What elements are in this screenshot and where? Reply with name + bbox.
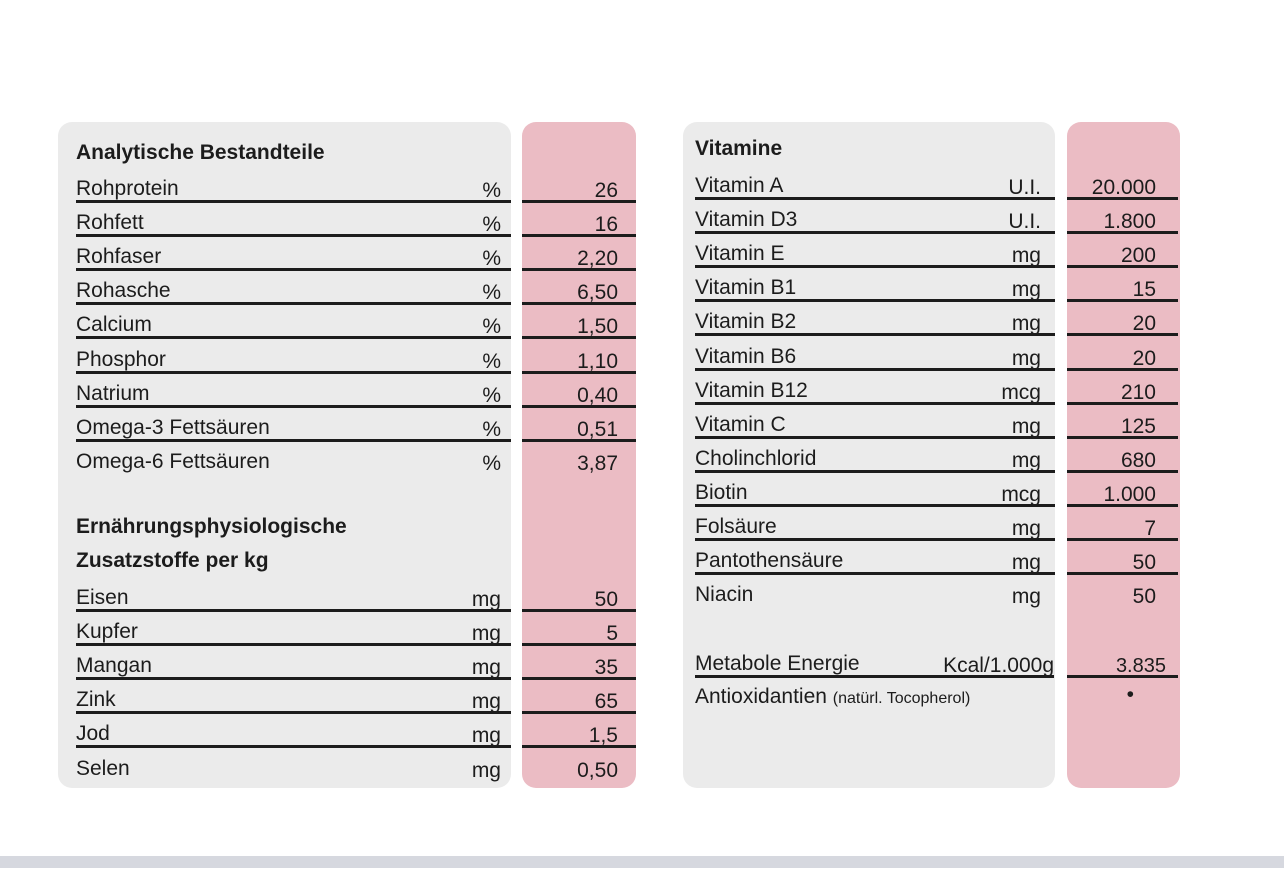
row-value: 200 bbox=[1120, 244, 1156, 268]
row-label bbox=[76, 376, 511, 408]
row-value: 1,10 bbox=[577, 349, 618, 373]
row-value: 1,50 bbox=[577, 315, 618, 339]
row-value: 50 bbox=[594, 588, 618, 611]
row-label bbox=[695, 236, 1055, 268]
row-value-cell bbox=[522, 614, 636, 646]
energy-value: 3.835 bbox=[1115, 655, 1166, 677]
row-label bbox=[76, 580, 511, 612]
bottom-bar bbox=[0, 856, 1284, 868]
row-unit: mg bbox=[471, 724, 501, 748]
row-name: Zink bbox=[76, 688, 116, 712]
row-label bbox=[695, 373, 1055, 405]
row-unit: U.I. bbox=[1008, 176, 1041, 199]
row-unit: % bbox=[482, 281, 501, 305]
row-unit: mg bbox=[1011, 585, 1041, 609]
row-value-cell bbox=[522, 239, 636, 271]
row-label bbox=[76, 205, 511, 237]
row-value: 7 bbox=[1144, 517, 1156, 540]
row-value-cell bbox=[522, 376, 636, 408]
row-name: Eisen bbox=[76, 586, 129, 609]
row-label bbox=[76, 342, 511, 374]
additives-heading-line1: Ernährungsphysiologische bbox=[76, 515, 347, 538]
row-unit: % bbox=[482, 349, 501, 373]
row-value: 125 bbox=[1120, 414, 1156, 438]
row-name: Vitamin B6 bbox=[695, 344, 797, 368]
row-label bbox=[76, 614, 511, 646]
row-unit: % bbox=[482, 315, 501, 339]
row-value: 0,51 bbox=[577, 417, 618, 441]
row-value: 20 bbox=[1132, 312, 1156, 336]
row-value: 1.800 bbox=[1103, 210, 1156, 234]
row-unit: mg bbox=[471, 588, 501, 611]
row-label bbox=[76, 682, 511, 714]
row-unit: mg bbox=[471, 758, 501, 782]
row-unit: mcg bbox=[1001, 482, 1041, 506]
row-name: Vitamin D3 bbox=[695, 208, 798, 232]
row-unit: % bbox=[482, 383, 501, 407]
row-value-cell bbox=[522, 682, 636, 714]
row-name: Rohfaser bbox=[76, 245, 162, 269]
energy-label-row bbox=[695, 646, 1054, 678]
row-name: Selen bbox=[76, 756, 130, 780]
row-unit: % bbox=[482, 247, 501, 271]
row-name: Folsäure bbox=[695, 515, 777, 538]
row-value-cell bbox=[522, 648, 636, 680]
antioxidants-label-row bbox=[695, 679, 1055, 711]
row-name: Vitamin A bbox=[695, 174, 784, 197]
row-name: Vitamin E bbox=[695, 242, 785, 266]
row-name: Natrium bbox=[76, 381, 150, 405]
row-unit: mg bbox=[471, 622, 501, 646]
row-value: 1,5 bbox=[588, 724, 618, 748]
energy-value-row bbox=[1067, 646, 1178, 678]
row-value-cell bbox=[1067, 475, 1178, 507]
row-name: Jod bbox=[76, 722, 110, 746]
row-unit: mg bbox=[1011, 414, 1041, 438]
vitamins-heading: Vitamine bbox=[695, 137, 783, 160]
energy-name: Metabole Energie bbox=[695, 652, 860, 675]
row-value-cell bbox=[522, 444, 636, 476]
row-unit: mcg bbox=[1001, 380, 1041, 404]
row-unit: mg bbox=[1011, 346, 1041, 370]
row-name: Vitamin C bbox=[695, 412, 786, 436]
row-value: 0,40 bbox=[577, 383, 618, 407]
row-unit: % bbox=[482, 417, 501, 441]
row-value-cell bbox=[1067, 236, 1178, 268]
row-label bbox=[76, 444, 511, 476]
row-unit: mg bbox=[1011, 517, 1041, 540]
row-name: Omega-6 Fettsäuren bbox=[76, 449, 270, 473]
row-value-cell bbox=[1067, 168, 1178, 200]
row-label bbox=[695, 543, 1055, 575]
row-name: Biotin bbox=[695, 480, 748, 504]
row-value-cell bbox=[1067, 441, 1178, 473]
row-label bbox=[695, 509, 1055, 541]
row-value: 210 bbox=[1120, 380, 1156, 404]
row-value-cell bbox=[1067, 543, 1178, 575]
row-value-cell bbox=[1067, 304, 1178, 336]
row-value-cell bbox=[522, 171, 636, 203]
row-name: Rohprotein bbox=[76, 177, 179, 200]
row-unit: % bbox=[482, 179, 501, 202]
row-label bbox=[695, 168, 1055, 200]
row-value-cell bbox=[1067, 202, 1178, 234]
antioxidants-value-row bbox=[1067, 679, 1178, 711]
row-name: Omega-3 Fettsäuren bbox=[76, 415, 270, 439]
row-value: 6,50 bbox=[577, 281, 618, 305]
row-value-cell bbox=[1067, 509, 1178, 541]
row-value: 16 bbox=[594, 213, 618, 237]
row-value-cell bbox=[522, 751, 636, 783]
row-label bbox=[695, 441, 1055, 473]
row-value-cell bbox=[522, 342, 636, 374]
row-value: 2,20 bbox=[577, 247, 618, 271]
row-value-cell bbox=[522, 307, 636, 339]
row-value-cell bbox=[1067, 339, 1178, 371]
analytics-heading: Analytische Bestandteile bbox=[76, 141, 325, 164]
row-value-cell bbox=[522, 205, 636, 237]
row-value: 20 bbox=[1132, 346, 1156, 370]
row-name: Cholinchlorid bbox=[695, 446, 817, 470]
antioxidants-name bbox=[695, 681, 970, 715]
additives-heading-line2: Zusatzstoffe per kg bbox=[76, 549, 269, 572]
antioxidants-note: (natürl. Tocopherol) bbox=[832, 690, 971, 707]
row-name: Vitamin B12 bbox=[695, 378, 808, 402]
row-value: 26 bbox=[594, 179, 618, 202]
row-name: Mangan bbox=[76, 654, 152, 678]
row-label bbox=[76, 751, 511, 783]
row-label bbox=[76, 273, 511, 305]
antioxidants-title: Antioxidantien bbox=[695, 685, 827, 708]
row-value-cell bbox=[522, 716, 636, 748]
row-label bbox=[695, 339, 1055, 371]
row-name: Rohasche bbox=[76, 279, 171, 303]
row-unit: % bbox=[482, 213, 501, 237]
row-value-cell bbox=[522, 273, 636, 305]
row-value-cell bbox=[1067, 270, 1178, 302]
row-unit: U.I. bbox=[1008, 210, 1041, 234]
row-value: 65 bbox=[594, 690, 618, 714]
row-value-cell bbox=[1067, 373, 1178, 405]
row-unit: mg bbox=[1011, 448, 1041, 472]
row-name: Niacin bbox=[695, 583, 754, 607]
row-label bbox=[695, 407, 1055, 439]
row-label bbox=[76, 171, 511, 203]
row-value: 50 bbox=[1132, 585, 1156, 609]
row-value: 0,50 bbox=[577, 758, 618, 782]
row-value: 50 bbox=[1132, 551, 1156, 575]
row-value: 20.000 bbox=[1091, 176, 1156, 199]
row-value: 1.000 bbox=[1103, 482, 1156, 506]
row-unit: mg bbox=[1011, 244, 1041, 268]
row-value-cell bbox=[1067, 407, 1178, 439]
row-value: 35 bbox=[594, 656, 618, 680]
antioxidants-value: • bbox=[1126, 683, 1134, 706]
row-label bbox=[695, 577, 1055, 609]
row-label bbox=[76, 307, 511, 339]
row-unit: % bbox=[482, 451, 501, 475]
row-value-cell bbox=[522, 410, 636, 442]
row-unit: mg bbox=[1011, 278, 1041, 302]
row-name: Vitamin B1 bbox=[695, 276, 797, 300]
row-label bbox=[76, 410, 511, 442]
row-name: Pantothensäure bbox=[695, 549, 844, 573]
row-label bbox=[695, 304, 1055, 336]
row-value: 3,87 bbox=[577, 451, 618, 475]
row-name: Rohfett bbox=[76, 211, 144, 235]
row-value-cell bbox=[1067, 577, 1178, 609]
row-name: Kupfer bbox=[76, 620, 138, 644]
row-unit: mg bbox=[471, 656, 501, 680]
row-label bbox=[76, 716, 511, 748]
row-value-cell bbox=[522, 580, 636, 612]
energy-unit: Kcal/1.000g bbox=[943, 654, 1054, 677]
row-value: 5 bbox=[606, 622, 618, 646]
row-value: 680 bbox=[1120, 448, 1156, 472]
row-value: 15 bbox=[1132, 278, 1156, 302]
row-unit: mg bbox=[1011, 551, 1041, 575]
row-unit: mg bbox=[471, 690, 501, 714]
row-label bbox=[76, 648, 511, 680]
row-name: Calcium bbox=[76, 313, 152, 337]
row-label bbox=[695, 475, 1055, 507]
row-label bbox=[695, 202, 1055, 234]
row-label bbox=[695, 270, 1055, 302]
row-name: Phosphor bbox=[76, 347, 166, 371]
row-name: Vitamin B2 bbox=[695, 310, 797, 334]
row-label bbox=[76, 239, 511, 271]
row-unit: mg bbox=[1011, 312, 1041, 336]
